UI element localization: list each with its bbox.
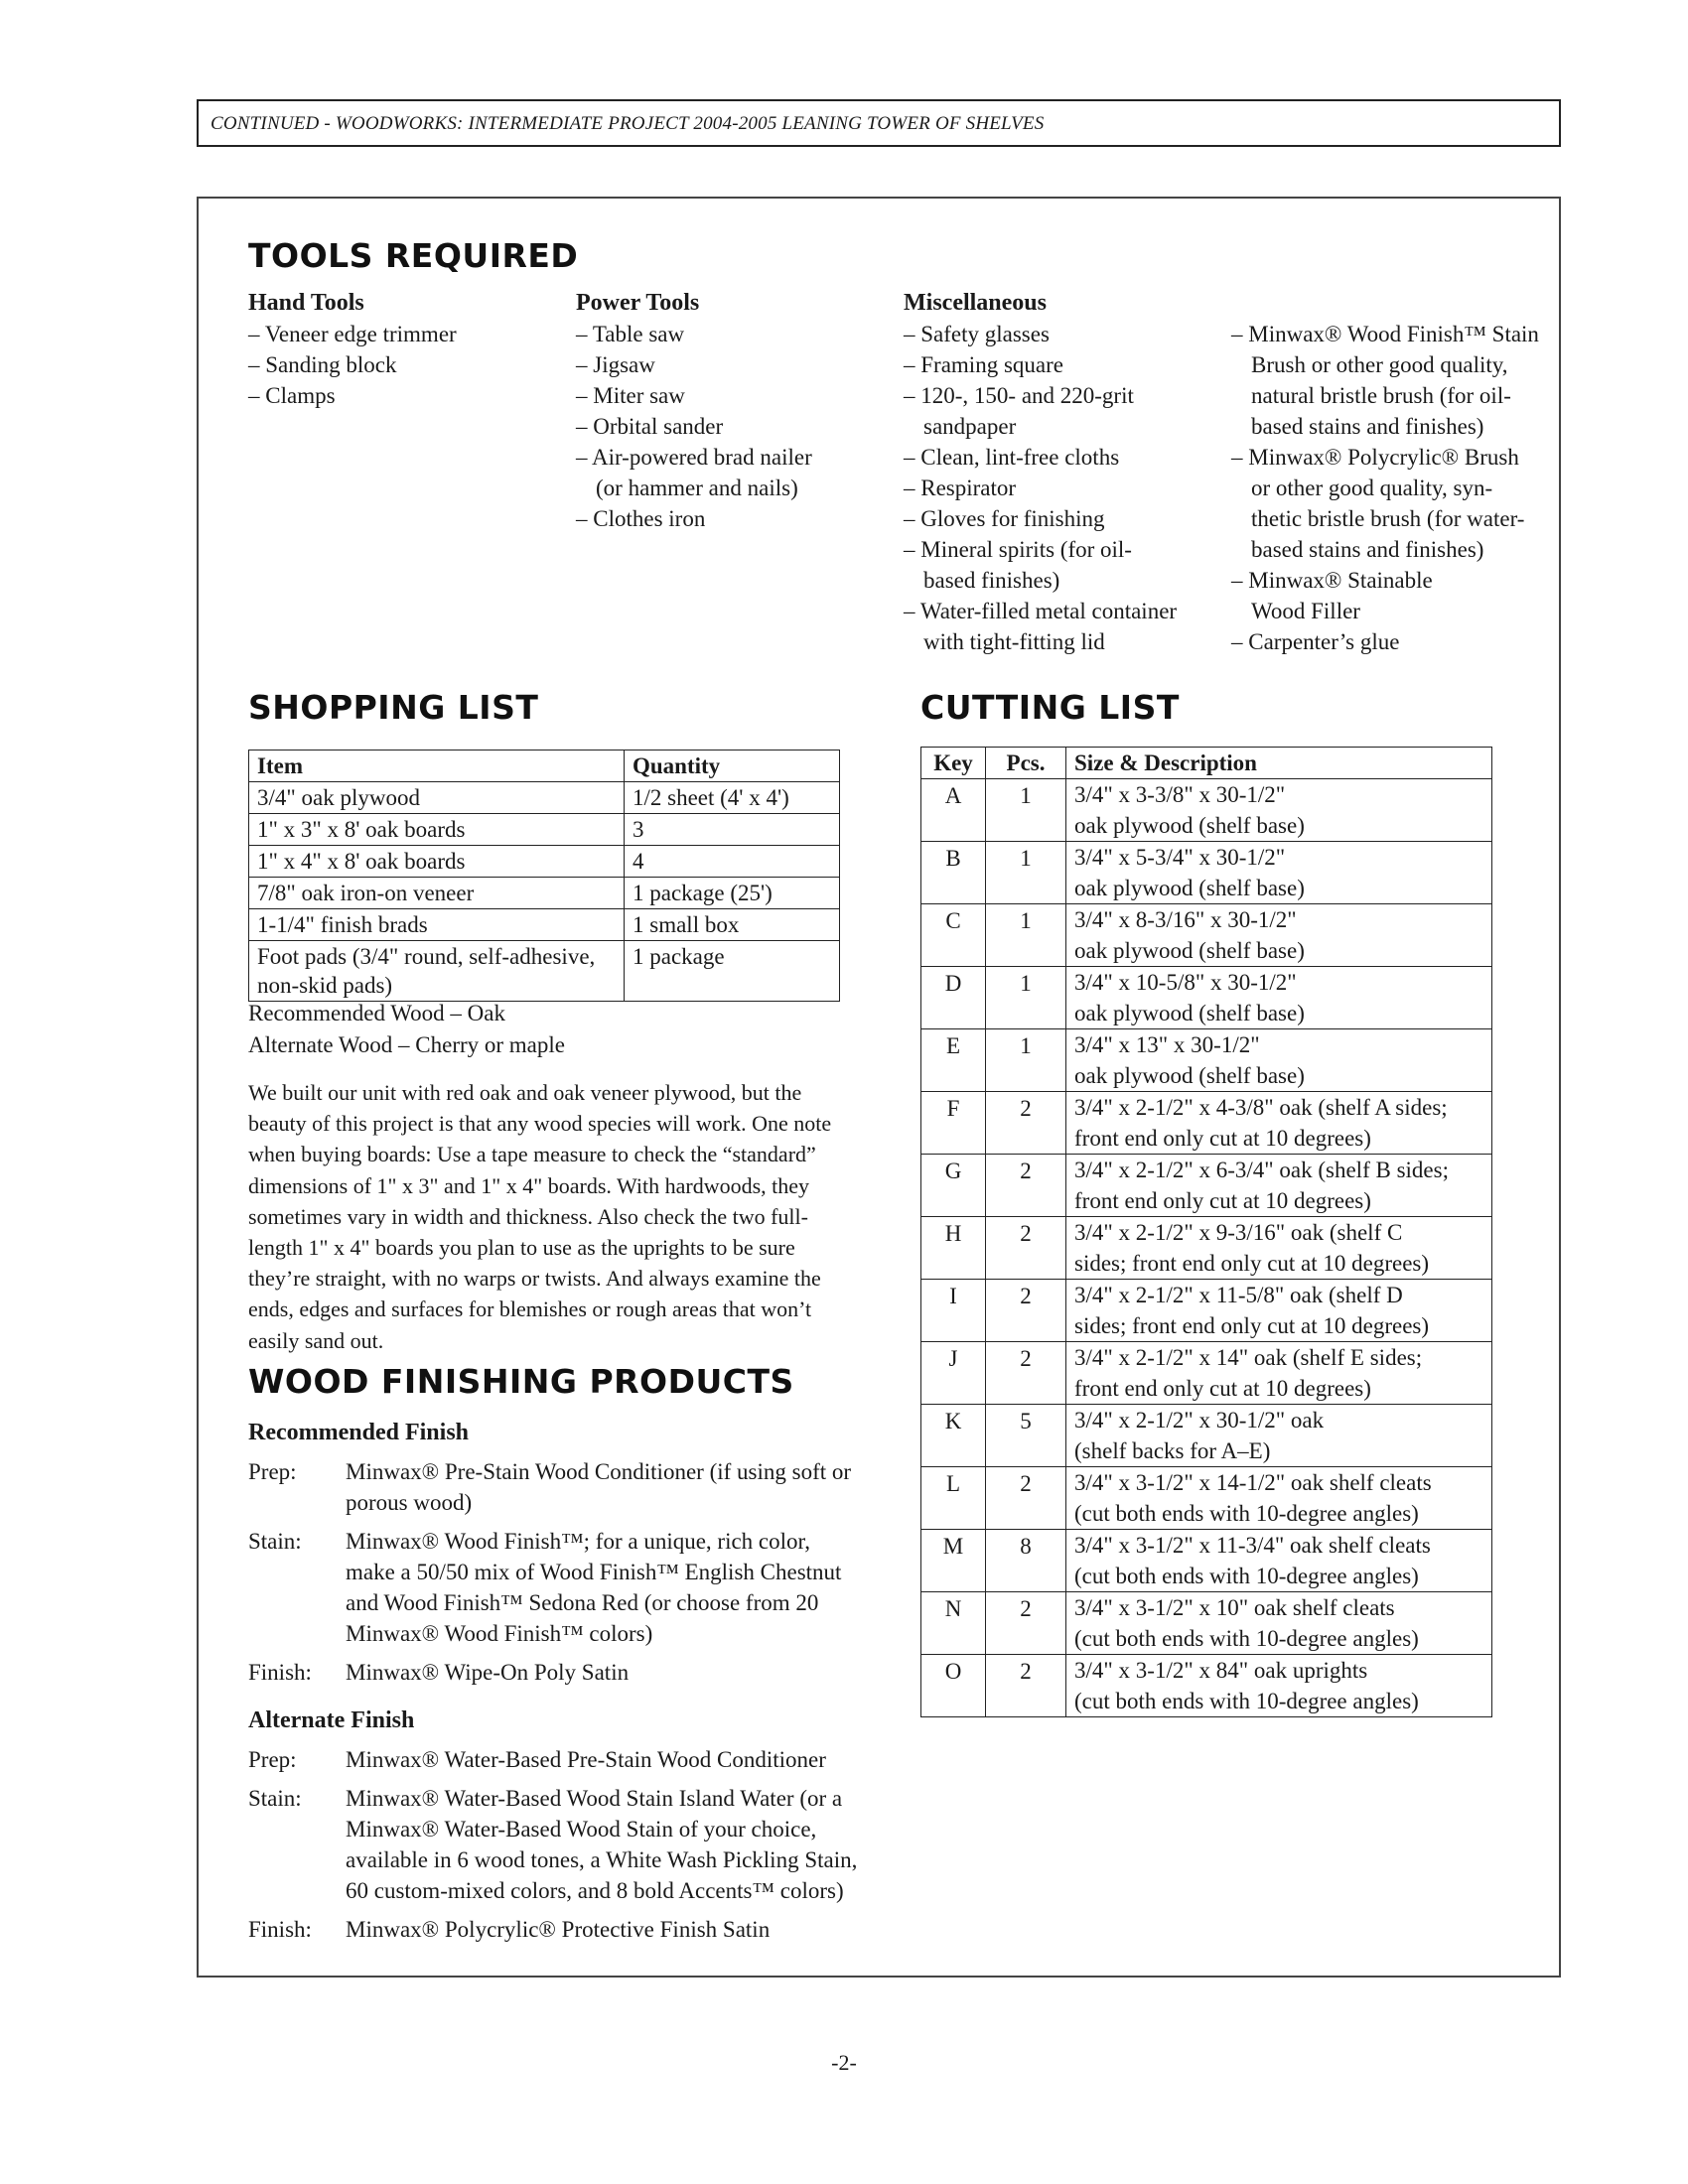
cutting-desc-line-2: oak plywood (shelf base) (1074, 1063, 1305, 1088)
shopping-qty-cell: 1 package (625, 941, 840, 1002)
list-item: based stains and finishes) (1251, 414, 1484, 439)
list-item: – Minwax® Stainable (1231, 568, 1433, 593)
cutting-key-cell: A (921, 779, 986, 842)
cutting-pcs-cell: 1 (986, 842, 1066, 904)
cutting-pcs-cell: 2 (986, 1155, 1066, 1217)
alternate-finish-heading: Alternate Finish (248, 1707, 415, 1733)
table-row (921, 1342, 1492, 1405)
cutting-key-cell: H (921, 1217, 986, 1280)
rec-prep-text: Minwax® Pre-Stain Wood Conditioner (if using soft or porous wood) (346, 1459, 852, 1515)
table-row (249, 878, 840, 909)
list-item: – Minwax® Polycrylic® Brush (1231, 445, 1519, 470)
misc-list-b (1231, 319, 1549, 657)
cutting-desc-line-1: 3/4" x 3-3/8" x 30-1/2" (1074, 782, 1286, 807)
alt-prep-row (248, 1744, 884, 1775)
cutting-pcs-cell: 1 (986, 967, 1066, 1029)
list-item: based finishes) (923, 568, 1060, 593)
alt-prep-text: Minwax® Water-Based Pre-Stain Wood Conditioner (346, 1747, 826, 1772)
hand-tools-list (248, 319, 566, 411)
cutting-desc-line-2: oak plywood (shelf base) (1074, 938, 1305, 963)
table-row (921, 1530, 1492, 1592)
tools-title: TOOLS REQUIRED (248, 236, 579, 275)
cutting-desc-line-2: (cut both ends with 10-degree angles) (1074, 1689, 1419, 1713)
shopping-header-row (249, 751, 840, 782)
cutting-title: CUTTING LIST (920, 688, 1180, 727)
alt-stain-label: Stain: (248, 1786, 302, 1811)
list-item: – Water-filled metal container (904, 599, 1178, 623)
cutting-pcs-cell: 1 (986, 779, 1066, 842)
table-row (249, 909, 840, 941)
list-item: – Clean, lint-free cloths (904, 445, 1120, 470)
list-item: sandpaper (923, 414, 1017, 439)
cutting-header-row (921, 748, 1492, 779)
shopping-qty-cell: 3 (625, 814, 840, 846)
cutting-desc-cell (1066, 1155, 1492, 1217)
recommended-wood: Recommended Wood – Oak (248, 1001, 505, 1025)
cutting-desc-line-1: 3/4" x 2-1/2" x 14" oak (shelf E sides; (1074, 1345, 1423, 1370)
table-row (249, 782, 840, 814)
shopping-qty-cell: 1 package (25') (625, 878, 840, 909)
table-row (249, 846, 840, 878)
wood-note-paragraph: We built our unit with red oak and oak veneer plywood, but the beauty of this project is that any wood species will work. One note when buying boards: Use a tape measure to check the “standard” dimensions of 1" x 3" and 1" x 4" boards. With hardwoods, they sometimes vary in width and thickness. Also check the two full-length 1" x 4" boards you plan to use as the uprights to be sure they’re straight, with no warps or twists. And always examine the ends, edges and surfaces for blemishes or rough areas that won’t easily sand out. (248, 1080, 832, 1353)
cutting-desc-cell (1066, 842, 1492, 904)
table-row (921, 1092, 1492, 1155)
shopping-table (248, 750, 840, 1002)
cutting-key-cell: O (921, 1655, 986, 1717)
alt-stain-row (248, 1783, 884, 1906)
hand-tools-column (248, 288, 566, 411)
cutting-pcs-cell: 2 (986, 1592, 1066, 1655)
cutting-key-cell: N (921, 1592, 986, 1655)
cutting-desc-line-2: sides; front end only cut at 10 degrees) (1074, 1313, 1430, 1338)
cutting-desc-line-1: 3/4" x 5-3/4" x 30-1/2" (1074, 845, 1286, 870)
list-item: – Mineral spirits (for oil- (904, 537, 1132, 562)
cutting-desc-cell (1066, 967, 1492, 1029)
table-row (921, 1592, 1492, 1655)
cutting-key-cell: I (921, 1280, 986, 1342)
list-item: – 120-, 150- and 220-grit (904, 383, 1134, 408)
cutting-table (920, 747, 1492, 1717)
cutting-desc-cell (1066, 1655, 1492, 1717)
list-item: or other good quality, syn- (1251, 476, 1493, 500)
cutting-desc-cell (1066, 1467, 1492, 1530)
rec-stain-text: Minwax® Wood Finish™; for a unique, rich color, make a 50/50 mix of Wood Finish™ English Chestnut and Wood Finish™ Sedona Red (or choose from 20 Minwax® Wood Finish™ colors) (346, 1529, 842, 1646)
cutting-desc-line-2: (cut both ends with 10-degree angles) (1074, 1501, 1419, 1526)
running-header: CONTINUED - WOODWORKS: INTERMEDIATE PROJECT 2004-2005 LEANING TOWER OF SHELVES (197, 99, 1561, 147)
list-item: – Sanding block (248, 352, 397, 377)
cutting-desc-line-2: (shelf backs for A–E) (1074, 1438, 1271, 1463)
cutting-desc-line-1: 3/4" x 2-1/2" x 11-5/8" oak (shelf D (1074, 1283, 1403, 1307)
cutting-pcs-cell: 2 (986, 1342, 1066, 1405)
rec-prep-label: Prep: (248, 1459, 297, 1484)
cutting-desc-line-1: 3/4" x 2-1/2" x 30-1/2" oak (1074, 1408, 1325, 1433)
list-item: – Framing square (904, 352, 1063, 377)
shopping-item-cell: 7/8" oak iron-on veneer (249, 878, 625, 909)
cutting-key-cell: C (921, 904, 986, 967)
table-row (921, 1655, 1492, 1717)
list-item: – Safety glasses (904, 322, 1050, 346)
list-item: – Air-powered brad nailer (576, 445, 812, 470)
list-item: based stains and finishes) (1251, 537, 1484, 562)
cutting-key-cell: J (921, 1342, 986, 1405)
cutting-col-pcs: Pcs. (986, 748, 1066, 779)
table-row (921, 1467, 1492, 1530)
table-row (249, 814, 840, 846)
list-item: Brush or other good quality, (1251, 352, 1508, 377)
cutting-key-cell: B (921, 842, 986, 904)
cutting-desc-line-2: (cut both ends with 10-degree angles) (1074, 1626, 1419, 1651)
cutting-desc-line-2: oak plywood (shelf base) (1074, 1001, 1305, 1025)
list-item: – Jigsaw (576, 352, 655, 377)
shopping-title: SHOPPING LIST (248, 688, 539, 727)
cutting-pcs-cell: 2 (986, 1467, 1066, 1530)
list-item: – Gloves for finishing (904, 506, 1105, 531)
list-item: – Orbital sander (576, 414, 724, 439)
table-row (249, 941, 840, 1002)
cutting-desc-line-2: sides; front end only cut at 10 degrees) (1074, 1251, 1430, 1276)
cutting-desc-line-1: 3/4" x 3-1/2" x 10" oak shelf cleats (1074, 1595, 1395, 1620)
shopping-item-cell: 1" x 3" x 8' oak boards (249, 814, 625, 846)
cutting-pcs-cell: 8 (986, 1530, 1066, 1592)
cutting-col-desc: Size & Description (1066, 748, 1492, 779)
alt-prep-label: Prep: (248, 1747, 297, 1772)
cutting-desc-line-1: 3/4" x 3-1/2" x 11-3/4" oak shelf cleats (1074, 1533, 1431, 1558)
cutting-desc-line-1: 3/4" x 10-5/8" x 30-1/2" (1074, 970, 1297, 995)
table-row (921, 1155, 1492, 1217)
list-item: with tight-fitting lid (923, 629, 1105, 654)
shopping-qty-cell: 1/2 sheet (4' x 4') (625, 782, 840, 814)
recommended-finish (248, 1418, 884, 1696)
cutting-key-cell: E (921, 1029, 986, 1092)
shopping-col-qty: Quantity (625, 751, 840, 782)
rec-finish-text: Minwax® Wipe-On Poly Satin (346, 1660, 630, 1685)
table-row (921, 967, 1492, 1029)
cutting-desc-line-2: front end only cut at 10 degrees) (1074, 1126, 1371, 1151)
cutting-desc-line-2: oak plywood (shelf base) (1074, 876, 1305, 900)
misc-heading: Miscellaneous (904, 290, 1047, 316)
cutting-pcs-cell: 2 (986, 1217, 1066, 1280)
misc-column (904, 288, 1231, 657)
power-tools-list (576, 319, 894, 534)
alternate-wood: Alternate Wood – Cherry or maple (248, 1032, 565, 1057)
cutting-desc-line-1: 3/4" x 2-1/2" x 6-3/4" oak (shelf B sides; (1074, 1158, 1449, 1182)
cutting-pcs-cell: 5 (986, 1405, 1066, 1467)
list-item: – Carpenter’s glue (1231, 629, 1400, 654)
cutting-desc-line-1: 3/4" x 3-1/2" x 14-1/2" oak shelf cleats (1074, 1470, 1432, 1495)
list-item: – Minwax® Wood Finish™ Stain (1231, 322, 1539, 346)
cutting-pcs-cell: 1 (986, 1029, 1066, 1092)
list-item: – Veneer edge trimmer (248, 322, 457, 346)
shopping-qty-cell: 4 (625, 846, 840, 878)
cutting-desc-cell (1066, 1217, 1492, 1280)
cutting-desc-cell (1066, 1342, 1492, 1405)
shopping-qty-cell: 1 small box (625, 909, 840, 941)
alt-finish-text: Minwax® Polycrylic® Protective Finish Satin (346, 1917, 771, 1942)
cutting-desc-cell (1066, 904, 1492, 967)
cutting-desc-cell (1066, 1592, 1492, 1655)
misc-list-a (904, 319, 1231, 657)
cutting-desc-line-1: 3/4" x 2-1/2" x 4-3/8" oak (shelf A sides; (1074, 1095, 1448, 1120)
cutting-desc-cell (1066, 779, 1492, 842)
cutting-desc-cell (1066, 1280, 1492, 1342)
cutting-desc-line-2: front end only cut at 10 degrees) (1074, 1188, 1371, 1213)
rec-stain-label: Stain: (248, 1529, 302, 1554)
list-item: (or hammer and nails) (596, 476, 798, 500)
cutting-col-key: Key (921, 748, 986, 779)
list-item: – Clamps (248, 383, 336, 408)
rec-stain-row (248, 1526, 884, 1649)
table-row (921, 1280, 1492, 1342)
shopping-item-cell: 1-1/4" finish brads (249, 909, 625, 941)
cutting-desc-line-1: 3/4" x 8-3/16" x 30-1/2" (1074, 907, 1297, 932)
list-item: thetic bristle brush (for water- (1251, 506, 1525, 531)
rec-finish-label: Finish: (248, 1660, 312, 1685)
power-tools-column (576, 288, 894, 534)
cutting-desc-line-2: (cut both ends with 10-degree angles) (1074, 1564, 1419, 1588)
cutting-desc-line-1: 3/4" x 13" x 30-1/2" (1074, 1032, 1260, 1057)
shopping-item-cell: 3/4" oak plywood (249, 782, 625, 814)
list-item: natural bristle brush (for oil- (1251, 383, 1511, 408)
rec-finish-row (248, 1657, 884, 1688)
table-row (921, 842, 1492, 904)
cutting-key-cell: K (921, 1405, 986, 1467)
recommended-finish-heading: Recommended Finish (248, 1420, 469, 1445)
list-item: – Miter saw (576, 383, 685, 408)
shopping-item-cell: 1" x 4" x 8' oak boards (249, 846, 625, 878)
table-row (921, 1029, 1492, 1092)
power-tools-heading: Power Tools (576, 290, 700, 316)
misc-column-b (1231, 319, 1549, 657)
list-item: – Clothes iron (576, 506, 706, 531)
cutting-desc-cell (1066, 1092, 1492, 1155)
finishing-title: WOOD FINISHING PRODUCTS (248, 1362, 794, 1401)
cutting-pcs-cell: 2 (986, 1280, 1066, 1342)
table-row (921, 779, 1492, 842)
cutting-pcs-cell: 1 (986, 904, 1066, 967)
table-row (921, 1217, 1492, 1280)
cutting-desc-cell (1066, 1405, 1492, 1467)
list-item: – Table saw (576, 322, 685, 346)
cutting-desc-cell (1066, 1029, 1492, 1092)
cutting-key-cell: G (921, 1155, 986, 1217)
cutting-key-cell: D (921, 967, 986, 1029)
table-row (921, 904, 1492, 967)
alt-finish-row (248, 1914, 884, 1945)
cutting-desc-line-2: front end only cut at 10 degrees) (1074, 1376, 1371, 1401)
cutting-key-cell: L (921, 1467, 986, 1530)
cutting-desc-cell (1066, 1530, 1492, 1592)
cutting-desc-line-2: oak plywood (shelf base) (1074, 813, 1305, 838)
hand-tools-heading: Hand Tools (248, 290, 364, 316)
cutting-pcs-cell: 2 (986, 1655, 1066, 1717)
page-number: -2- (831, 2050, 857, 2075)
list-item: Wood Filler (1251, 599, 1360, 623)
table-row (921, 1405, 1492, 1467)
alt-finish-label: Finish: (248, 1917, 312, 1942)
cutting-desc-line-1: 3/4" x 2-1/2" x 9-3/16" oak (shelf C (1074, 1220, 1403, 1245)
cutting-desc-line-1: 3/4" x 3-1/2" x 84" oak uprights (1074, 1658, 1368, 1683)
alternate-finish (248, 1706, 884, 1953)
shopping-item-cell: Foot pads (3/4" round, self-adhesive, non-skid pads) (249, 941, 625, 1002)
list-item: – Respirator (904, 476, 1017, 500)
alt-stain-text: Minwax® Water-Based Wood Stain Island Water (or a Minwax® Water-Based Wood Stain of your choice, available in 6 wood tones, a White Wash Pickling Stain, 60 custom-mixed colors, and 8 bold Accents™ colors) (346, 1786, 858, 1903)
shopping-col-item: Item (249, 751, 625, 782)
cutting-pcs-cell: 2 (986, 1092, 1066, 1155)
wood-recommendation (248, 998, 565, 1061)
rec-prep-row (248, 1456, 884, 1518)
cutting-key-cell: M (921, 1530, 986, 1592)
cutting-key-cell: F (921, 1092, 986, 1155)
